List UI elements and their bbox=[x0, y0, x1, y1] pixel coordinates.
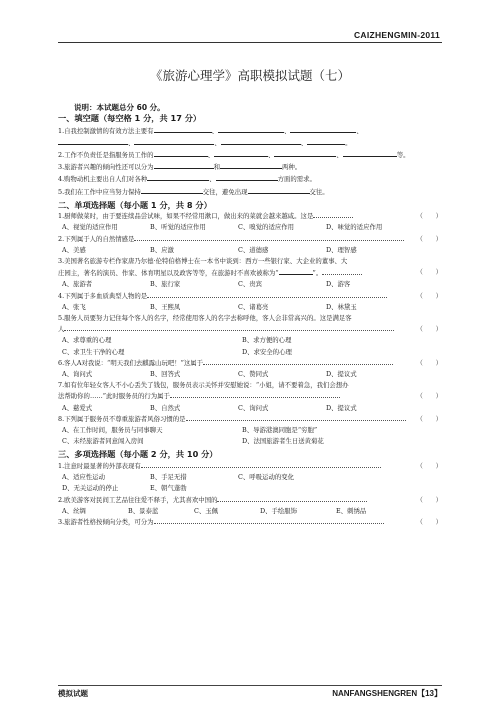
blank bbox=[221, 137, 301, 145]
option: C、嗅觉的适应作用 bbox=[238, 223, 295, 232]
option: C、道德感 bbox=[238, 245, 269, 254]
single-q5-options-1 bbox=[58, 335, 442, 346]
blank bbox=[279, 267, 313, 275]
option: B、听觉的适应作用 bbox=[150, 223, 206, 232]
question-text: ”。 bbox=[312, 269, 323, 278]
single-q3-cont bbox=[58, 267, 442, 279]
option: A、视觉的适应作用 bbox=[62, 223, 118, 232]
question-text: 8.下列属于服务员不尊重旅游者风俗习惯的是 bbox=[58, 414, 186, 423]
option: C、赞同式 bbox=[238, 370, 269, 379]
fill-q5-text: 5.我们在工作中应当努力保持 bbox=[58, 187, 141, 196]
blank bbox=[290, 125, 356, 133]
answer-paren: （ ） bbox=[416, 325, 442, 334]
multi-q1 bbox=[58, 461, 442, 472]
question-text: 法帮助你的……”此时服务员的行为属于 bbox=[58, 392, 170, 401]
single-q5 bbox=[58, 313, 442, 324]
option: C、玉佩 bbox=[194, 506, 219, 515]
blank bbox=[218, 125, 284, 133]
blank bbox=[58, 137, 128, 145]
blank bbox=[307, 137, 345, 145]
option: D、提议式 bbox=[326, 403, 357, 412]
single-q2 bbox=[58, 234, 442, 245]
page-title: 《旅游心理学》高职模拟试题（七） bbox=[149, 68, 350, 83]
leader-dots bbox=[186, 420, 406, 421]
single-q8-options-1 bbox=[58, 425, 442, 436]
blank bbox=[147, 173, 209, 181]
single-q4-options bbox=[58, 302, 442, 313]
fill-q2: 2.工作不负责任是指服务员工作的 、 、 、 等。 bbox=[58, 150, 410, 159]
option: B、手足无措 bbox=[150, 473, 187, 482]
single-q7-options bbox=[58, 403, 442, 414]
fill-q4-text: 4.购物动机主要出自人们对各种 bbox=[58, 175, 148, 184]
fill-q4-end: 方面的需求。 bbox=[277, 175, 316, 184]
option: D、林黛玉 bbox=[326, 302, 357, 311]
header-rule bbox=[58, 42, 442, 43]
section-fill-heading: 一、填空题（每空格 1 分，共 17 分） bbox=[58, 113, 202, 123]
blank bbox=[154, 125, 212, 133]
leader-dots bbox=[147, 297, 387, 298]
single-q2-options bbox=[58, 245, 442, 256]
blank bbox=[220, 161, 282, 169]
multi-q2 bbox=[58, 495, 442, 506]
option: A、适应性运动 bbox=[62, 473, 105, 482]
fill-q1-text: 1.自我控制激情的有效方法主要有 bbox=[58, 126, 154, 135]
blank bbox=[154, 149, 208, 157]
blank bbox=[274, 149, 336, 157]
question-text: 3.美国著名旅游专栏作家唐乃尔德·伦特伯格博士在一本书中谈到：西方一些银行家、大企业的董事、大 bbox=[58, 257, 348, 266]
fill-q5-end: 交往。 bbox=[309, 187, 329, 196]
single-q6-options bbox=[58, 369, 442, 380]
option: B、旅行家 bbox=[150, 280, 181, 289]
blank bbox=[216, 173, 278, 181]
question-text: 庄园主，著名的演员、作家、体育明星以及政客等等，在旅游时不喜欢被称为“ bbox=[58, 269, 279, 278]
single-q3 bbox=[58, 256, 442, 267]
single-q7 bbox=[58, 380, 442, 391]
fill-q3-text: 3.旅游者兴趣的倾向性还可以分为 bbox=[58, 163, 154, 172]
option: C、求卫生干净的心理 bbox=[62, 347, 125, 356]
footer-rule bbox=[58, 685, 442, 686]
option: B、应激 bbox=[150, 245, 174, 254]
leader-dots bbox=[217, 501, 367, 502]
blank bbox=[134, 137, 214, 145]
leader-dots bbox=[141, 467, 381, 468]
leader-dots bbox=[170, 397, 340, 398]
option: D、手绘服饰 bbox=[260, 506, 298, 515]
section-multi-heading: 三、多项选择题（每小题 2 分，共 10 分） bbox=[58, 449, 218, 460]
blank bbox=[248, 186, 310, 194]
exam-content bbox=[58, 111, 442, 528]
single-q5-options-2 bbox=[58, 347, 442, 358]
answer-paren: （ ） bbox=[416, 212, 442, 221]
leader-dots bbox=[134, 240, 404, 241]
option: B、导游港澳同胞是“穷胞” bbox=[242, 426, 318, 435]
leader-dots bbox=[154, 523, 384, 524]
fill-q4: 4.购物动机主要出自人们对各种 、 方面的需求。 bbox=[58, 175, 316, 184]
leader-dots bbox=[322, 274, 362, 275]
option: C、询问式 bbox=[238, 403, 269, 412]
option: B、回答式 bbox=[150, 370, 181, 379]
single-q3-options bbox=[58, 279, 442, 290]
fill-q3-and: 和 bbox=[213, 163, 220, 172]
option: D、求安全的心理 bbox=[242, 347, 292, 356]
fill-q5-mid: 交往，避免出现 bbox=[202, 187, 248, 196]
question-text: 6.客人A对我说：“明天我们去麒露山玩吧！”这属于 bbox=[58, 358, 204, 367]
option: C、未经旅游者同意闯入房间 bbox=[62, 437, 144, 446]
question-text: 人 bbox=[58, 325, 65, 334]
multi-q1-options-2 bbox=[58, 483, 442, 494]
question-text: 2.欧美游客对民间工艺品往往爱不释手，尤其喜欢中国的 bbox=[58, 495, 218, 504]
option: A、在工作时间，服务员与同事聊天 bbox=[62, 426, 163, 435]
option: A、求尊重的心理 bbox=[62, 336, 112, 345]
leader-dots bbox=[313, 217, 353, 218]
leader-dots bbox=[203, 364, 393, 365]
multi-q2-options bbox=[58, 506, 442, 517]
blank bbox=[214, 149, 268, 157]
option: B、自然式 bbox=[150, 403, 181, 412]
option: B、王熙凤 bbox=[150, 302, 181, 311]
blank bbox=[343, 149, 397, 157]
section-single-heading: 二、单项选择题（每小题 1 分，共 8 分） bbox=[58, 199, 212, 210]
answer-paren: （ ） bbox=[416, 358, 442, 367]
fill-q5 bbox=[58, 186, 442, 198]
header-code: CAIZHENGMIN-2011 bbox=[353, 30, 440, 40]
option: D、法国旅游者生日送黄菊花 bbox=[242, 437, 324, 446]
option: E、朝气蓬勃 bbox=[150, 484, 187, 493]
question-text: 1.注意时最显著的外部表现有 bbox=[58, 461, 141, 470]
answer-paren: （ ） bbox=[416, 414, 442, 423]
leader-dots bbox=[64, 330, 394, 331]
option: D、理智感 bbox=[326, 245, 357, 254]
fill-q3 bbox=[58, 161, 442, 173]
option: A、美感 bbox=[62, 245, 86, 254]
option: A、张飞 bbox=[62, 302, 86, 311]
single-q4 bbox=[58, 291, 442, 302]
question-text: 5.服务人员要努力记住每个客人的名字，经常使用客人的名字去称呼他，客人会非常高兴的。这是满足客 bbox=[58, 314, 352, 323]
option: D、提议式 bbox=[326, 370, 357, 379]
answer-paren: （ ） bbox=[416, 291, 442, 300]
fill-q1-cont: 、 、 、 。 bbox=[58, 137, 442, 149]
fill-q2-text: 2.工作不负责任是指服务员工作的 bbox=[58, 150, 154, 159]
option: A、旅游者 bbox=[62, 280, 93, 289]
single-q5-cont bbox=[58, 324, 442, 335]
option: A、询问式 bbox=[62, 370, 93, 379]
option: D、味觉的适应作用 bbox=[326, 223, 383, 232]
question-text: 7.如有位年轻女客人不小心丢失了钱包，服务员表示关怀并安慰她说：“小姐，请不要着急，我们会想办 bbox=[58, 381, 349, 390]
question-text: 1.厨师做菜时，由于要连续品尝试味，如果不经常用漱口，做出来的菜就会越来越咸。这是 bbox=[58, 212, 314, 221]
footer-page-number: NANFANGSHENGREN【13】 bbox=[332, 689, 442, 698]
option: C、诸葛亮 bbox=[238, 302, 269, 311]
question-text: 4.下列属于多血质典型人物的是 bbox=[58, 291, 148, 300]
option: B、景泰蓝 bbox=[128, 506, 159, 515]
answer-paren: （ ） bbox=[416, 461, 442, 470]
option: C、呼吸运动的变化 bbox=[238, 473, 295, 482]
single-q8-options-2 bbox=[58, 436, 442, 447]
answer-paren: （ ） bbox=[416, 518, 442, 526]
exam-note: 说明：本试题总分 60 分。 bbox=[74, 103, 165, 112]
question-text: 2.下列属于人的自然情感是 bbox=[58, 234, 135, 243]
option: A、慈爱式 bbox=[62, 403, 93, 412]
single-q1 bbox=[58, 211, 442, 222]
fill-q2-end: 等。 bbox=[396, 150, 410, 159]
question-text: 3.旅游者性格按倾向分类，可分为 bbox=[58, 518, 154, 526]
answer-paren: （ ） bbox=[416, 392, 442, 401]
option: D、无关运动的停止 bbox=[62, 484, 119, 493]
option: C、贵宾 bbox=[238, 280, 263, 289]
single-q8 bbox=[58, 414, 442, 425]
fill-q3-end: 两种。 bbox=[281, 163, 302, 172]
fill-q1: 1.自我控制激情的有效方法主要有 、 、 、 bbox=[58, 126, 363, 135]
option: E、刺绣品 bbox=[336, 506, 367, 515]
answer-paren: （ ） bbox=[416, 268, 442, 277]
single-q6 bbox=[58, 358, 442, 369]
multi-q3 bbox=[58, 517, 442, 528]
single-q7-cont bbox=[58, 391, 442, 402]
multi-q1-options-1 bbox=[58, 472, 442, 483]
answer-paren: （ ） bbox=[416, 234, 442, 243]
option: A、丝绸 bbox=[62, 506, 86, 515]
blank bbox=[154, 161, 214, 169]
option: D、游客 bbox=[326, 280, 351, 289]
answer-paren: （ ） bbox=[416, 495, 442, 504]
footer-label: 模拟试题 bbox=[58, 689, 88, 698]
option: B、求方便的心理 bbox=[242, 336, 292, 345]
blank bbox=[141, 186, 203, 194]
single-q1-options bbox=[58, 222, 442, 233]
